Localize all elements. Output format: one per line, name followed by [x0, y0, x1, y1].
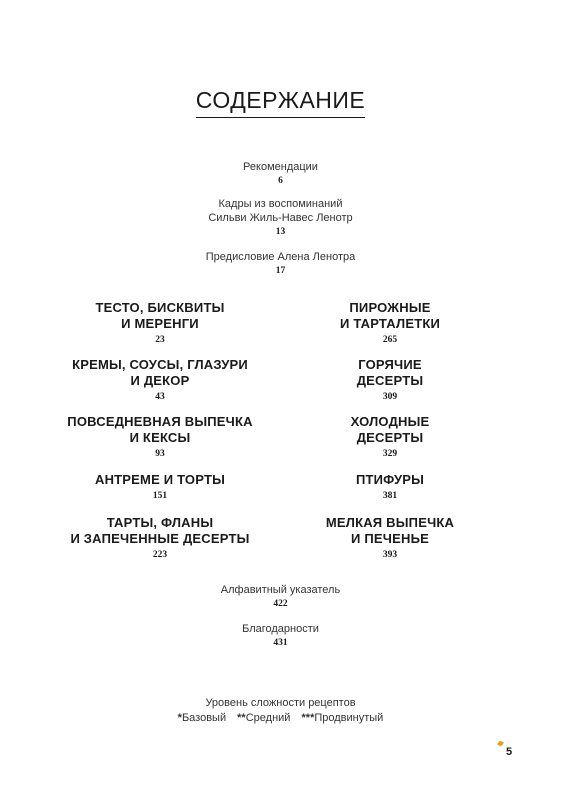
difficulty-level-label: Средний: [245, 712, 291, 724]
difficulty-level-label: Базовый: [181, 712, 227, 724]
difficulty-legend: [0, 697, 561, 724]
toc-section-page: 381: [382, 491, 398, 501]
difficulty-level-basic: [178, 712, 226, 724]
toc-section-label-line1: ПТИФУРЫ: [355, 472, 425, 487]
toc-entry-page: 431: [273, 638, 288, 648]
toc-section-label-line2: ДЕСЕРТЫ: [356, 373, 424, 388]
toc-section-label-line1: ПОВСЕДНЕВНАЯ ВЫПЕЧКА: [67, 414, 253, 429]
toc-entry-page: 17: [275, 266, 286, 276]
toc-section-tarts[interactable]: [50, 515, 270, 561]
toc-section-cold-desserts[interactable]: [280, 414, 500, 460]
difficulty-levels: [0, 712, 561, 724]
toc-entry-label: Предисловие Алена Ленотра: [205, 251, 356, 263]
page-number: 5: [506, 746, 513, 758]
toc-section-hot-desserts[interactable]: [280, 357, 500, 403]
toc-section-creams[interactable]: [50, 357, 270, 403]
star-icon: *: [177, 712, 182, 724]
star-icon: **: [237, 712, 246, 724]
toc-section-label-line1: ТЕСТО, БИСКВИТЫ: [95, 300, 225, 315]
toc-section-page: 309: [382, 392, 398, 402]
toc-section-entremets[interactable]: [50, 472, 270, 502]
toc-section-label-line2: И ЗАПЕЧЕННЫЕ ДЕСЕРТЫ: [70, 531, 250, 546]
toc-section-label-line1: ГОРЯЧИЕ: [358, 357, 422, 372]
toc-entry-recommendations[interactable]: [0, 160, 561, 187]
toc-entry-index[interactable]: [0, 583, 561, 610]
toc-section-page: 43: [155, 392, 165, 402]
toc-section-label-line1: ХОЛОДНЫЕ: [350, 414, 430, 429]
leaf-icon: [497, 740, 504, 747]
toc-section-label-line2: ДЕСЕРТЫ: [356, 430, 424, 445]
toc-section-page: 265: [382, 335, 398, 345]
toc-entry-label-line2: Сильви Жиль-Навес Ленотр: [208, 212, 353, 224]
toc-section-page: 23: [155, 335, 165, 345]
toc-section-label-line1: МЕЛКАЯ ВЫПЕЧКА: [325, 515, 455, 530]
toc-section-page: 223: [152, 550, 168, 560]
toc-entry-acknowledgements[interactable]: [0, 622, 561, 649]
toc-entry-label: Алфавитный указатель: [220, 584, 341, 596]
toc-entry-label: Благодарности: [242, 623, 319, 635]
difficulty-heading: Уровень сложности рецептов: [205, 697, 356, 709]
toc-section-label-line2: И ДЕКОР: [130, 373, 190, 388]
toc-section-pastries[interactable]: [280, 300, 500, 346]
toc-section-page: 93: [155, 449, 165, 459]
toc-section-petits-fours[interactable]: [280, 472, 500, 502]
difficulty-level-label: Продвинутый: [314, 712, 384, 724]
toc-entry-page: 422: [273, 599, 288, 609]
toc-section-everyday-baking[interactable]: [50, 414, 270, 460]
toc-section-dough[interactable]: [50, 300, 270, 346]
toc-section-label-line1: АНТРЕМЕ И ТОРТЫ: [94, 472, 226, 487]
toc-section-label-line2: И МЕРЕНГИ: [121, 316, 199, 331]
toc-section-label-line2: И ПЕЧЕНЬЕ: [351, 531, 429, 546]
toc-section-label-line2: И КЕКСЫ: [129, 430, 191, 445]
difficulty-level-advanced: [302, 712, 384, 724]
toc-entry-memories[interactable]: [0, 197, 561, 238]
toc-section-label-line1: ПИРОЖНЫЕ: [349, 300, 431, 315]
toc-section-page: 329: [382, 449, 398, 459]
toc-section-label-line1: КРЕМЫ, СОУСЫ, ГЛАЗУРИ: [72, 357, 248, 372]
star-icon: ***: [301, 712, 315, 724]
toc-section-page: 393: [382, 550, 398, 560]
toc-entry-foreword[interactable]: [0, 250, 561, 277]
toc-section-label-line1: ТАРТЫ, ФЛАНЫ: [106, 515, 214, 530]
toc-entry-page: 13: [275, 227, 286, 237]
page-title-wrap: [0, 87, 561, 118]
toc-entry-label: Рекомендации: [243, 161, 318, 173]
toc-entry-page: 6: [278, 176, 283, 186]
toc-section-page: 151: [152, 491, 168, 501]
page-title: СОДЕРЖАНИЕ: [196, 87, 366, 118]
toc-entry-label-line1: Кадры из воспоминаний: [218, 198, 343, 210]
difficulty-level-medium: [237, 712, 290, 724]
toc-section-label-line2: И ТАРТАЛЕТКИ: [339, 316, 441, 331]
toc-section-small-baking[interactable]: [280, 515, 500, 561]
